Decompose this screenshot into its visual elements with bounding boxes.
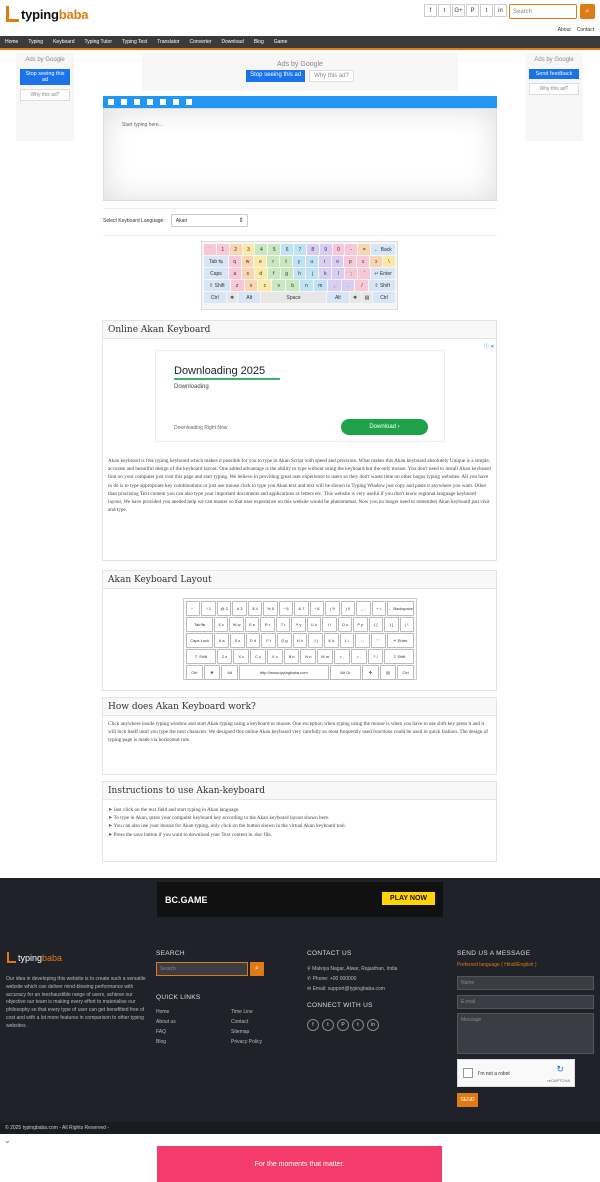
nav-typing-tutor[interactable]: Typing Tutor — [84, 39, 112, 45]
footer-search-input[interactable]: Search — [156, 962, 248, 976]
facebook-icon[interactable]: f — [307, 1019, 319, 1031]
layout-key: W w — [229, 617, 243, 632]
section-title: How does Akan Keyboard work? — [103, 698, 496, 716]
nav-game[interactable]: Game — [273, 39, 288, 45]
virtual-key[interactable]: 4 — [255, 244, 267, 255]
section-title: Akan Keyboard Layout — [103, 571, 496, 589]
nav-blog[interactable]: Blog — [253, 39, 264, 45]
instruction-item: ➤ You can also use your mouse for Akan typing, only click on the button shown in the virtual Akan keyboard tool. — [108, 823, 347, 830]
nav-converter[interactable]: Converter — [189, 39, 212, 45]
keyboard-layout-image — [183, 598, 417, 680]
layout-key: ( 9 — [325, 601, 339, 616]
layout-key: Ctrl — [397, 665, 414, 680]
instruction-item: ➤ Press the save button if you want to download your Text content in .doc file. — [108, 831, 272, 838]
footer-link[interactable]: Blog — [156, 1039, 167, 1045]
virtual-key[interactable]: ← Back — [371, 244, 395, 255]
map-marker-icon: ⚲ — [307, 966, 313, 972]
footer-logo[interactable]: typingbaba — [7, 952, 62, 963]
top-ad: Ads by Google Stop seeing this ad Why this ad? — [142, 53, 458, 91]
layout-key: @ 2 — [217, 601, 231, 616]
virtual-key[interactable]: f — [268, 268, 280, 279]
about-link[interactable]: About — [557, 27, 571, 33]
layout-key: ❖ — [362, 665, 379, 680]
layout-key: ) 0 — [341, 601, 355, 616]
virtual-key[interactable]: Ctrl — [373, 292, 395, 303]
layout-key: ! 1 — [201, 601, 215, 616]
layout-key: I i — [322, 617, 336, 632]
footer-link[interactable]: About us — [156, 1019, 176, 1025]
nav-download[interactable]: Download — [221, 39, 244, 45]
recaptcha-icon: ↻ — [556, 1064, 564, 1074]
layout-key: $ 4 — [248, 601, 262, 616]
layout-key: M m — [317, 649, 333, 664]
twitter-icon[interactable]: t — [438, 4, 451, 17]
zoom-in-icon[interactable] — [173, 99, 179, 105]
search-input[interactable]: Search — [509, 4, 577, 19]
layout-key: Y y — [291, 617, 305, 632]
tumblr-icon[interactable]: t — [352, 1019, 364, 1031]
virtual-key[interactable]: ` — [204, 244, 216, 255]
layout-key: T t — [276, 617, 290, 632]
layout-key: % 5 — [263, 601, 277, 616]
virtual-key[interactable]: k — [319, 268, 331, 279]
virtual-key[interactable]: Alt — [238, 292, 260, 303]
layout-key: G g — [277, 633, 292, 648]
layout-key: O o — [338, 617, 352, 632]
contact-link[interactable]: Contact — [576, 27, 594, 33]
virtual-key[interactable]: Caps — [204, 268, 228, 279]
site-footer: BC.GAME PLAY NOW typingbaba Our idea in developing this website is to create such a versatile website which can deliver mind-blowing performance with accuracy for an inexhaustible range of users, achieve our objective our team is making every effort to materialise our philosophy so that every type of user can get benefitted free of cost and with a lot more features in comparison to other typing websites. SEARCH Search ⌕ QUICK LINKS Home About us FAQ Blog Time Line Contact Sitemap Privacy Policy CONTACT US ⚲ Malviya Nagar, Alwar, Rajasthan, India ✆ Phone: +00 000000 ✉ Email: support@typingbaba.com CONNECT WITH US f t P t in SEND US A MESSAGE Preferred language ( Hindi/English ) Name E-mail Message I'm not a robot reCAPTCHA ↻ SEND — [0, 878, 600, 1132]
layout-key: ⇧ Shift — [384, 649, 414, 664]
layout-key: Tab ↹ — [186, 617, 213, 632]
layout-key: L l — [340, 633, 355, 648]
name-field[interactable]: Name — [457, 976, 594, 990]
layout-key: < , — [334, 649, 350, 664]
layout-key: * 8 — [310, 601, 324, 616]
virtual-key[interactable]: j — [306, 268, 318, 279]
layout-key: http://www.typingbaba.com — [239, 665, 329, 680]
layout-key: Caps Lock — [186, 633, 213, 648]
virtual-key[interactable]: Ctrl — [204, 292, 226, 303]
nav-typing-test[interactable]: Typing Test — [122, 39, 148, 45]
virtual-key[interactable]: ; — [345, 268, 357, 279]
virtual-key[interactable]: w — [242, 256, 254, 267]
virtual-key[interactable]: ❖ — [350, 292, 361, 303]
virtual-key[interactable]: \ — [383, 256, 395, 267]
footer-link[interactable]: Sitemap — [231, 1029, 250, 1035]
virtual-key[interactable]: b — [286, 280, 299, 291]
layout-key: Z z — [217, 649, 233, 664]
layout-key: ^ 6 — [279, 601, 293, 616]
social-links — [424, 4, 507, 17]
virtual-key[interactable]: 0 — [333, 244, 345, 255]
virtual-key[interactable]: Alt — [327, 292, 349, 303]
virtual-key[interactable]: r — [267, 256, 279, 267]
layout-key: # 3 — [232, 601, 246, 616]
recaptcha-checkbox[interactable] — [463, 1068, 473, 1078]
virtual-key[interactable]: e — [254, 256, 266, 267]
send-feedback-button[interactable]: Send feedback — [529, 69, 579, 79]
virtual-key[interactable]: q — [229, 256, 241, 267]
layout-key: ? / — [368, 649, 384, 664]
virtual-key[interactable]: ɛ — [357, 256, 369, 267]
virtual-key[interactable]: 9 — [320, 244, 332, 255]
virtual-key[interactable]: ❖ — [227, 292, 238, 303]
layout-key: H h — [293, 633, 308, 648]
play-now-button[interactable]: PLAY NOW — [382, 892, 435, 905]
search-icon: ⌕ — [255, 965, 259, 972]
language-select-row: Select Keyboard Language: Akan ⇕ — [103, 214, 248, 227]
pinterest-icon[interactable]: P — [466, 4, 479, 17]
layout-key: B b — [284, 649, 300, 664]
site-header — [0, 0, 600, 36]
tumblr-icon[interactable]: t — [480, 4, 493, 17]
virtual-key[interactable]: ' — [358, 268, 370, 279]
twitter-icon[interactable]: t — [322, 1019, 334, 1031]
why-this-ad-button[interactable]: Why this ad? — [309, 70, 354, 82]
virtual-key[interactable]: 6 — [281, 244, 293, 255]
why-this-ad-button[interactable]: Why this ad? — [20, 89, 70, 101]
layout-key: F f — [261, 633, 276, 648]
layout-key: ~ ` — [186, 601, 200, 616]
virtual-key[interactable]: Space — [261, 292, 326, 303]
virtual-key[interactable]: a — [229, 268, 241, 279]
layout-key: C c — [250, 649, 266, 664]
layout-key: X x — [233, 649, 249, 664]
layout-key: } ] — [384, 617, 398, 632]
virtual-key[interactable]: Tab ↹ — [204, 256, 228, 267]
layout-key: Alt Gr — [330, 665, 361, 680]
virtual-key[interactable]: ↵ Enter — [371, 268, 395, 279]
section-title: Instructions to use Akan-keyboard — [103, 782, 496, 800]
virtual-key[interactable]: l — [332, 268, 344, 279]
email-field[interactable]: E-mail — [457, 995, 594, 1009]
online-text: Akan keyboard is free typing keyboard which makes it possible for you to type in Akan Script with speed and precision. What makes this Akan keyboard absolutely Unique is a simple, accurate and beautiful design of the keyboard layout. One added advantage is the ability to type without using the keyboard but the only mouse. You don't need to install Akan keyboard font on your computer just visit this page and start typing. We believe in providing great user experience to users so they don't waste time on other bogus typing websites. All you have to do is to type appropriate key combinations or just use mouse click to type you Akan text and text will be shown in Typing Window just copy and paste it anywhere you want. Other than practising Text content you can also type your important documents and applications or letters etc. This website is very useful if you don't know regional language keyboard layout, We have provided you needed help we can muster so that user experience on this website would be phenomenal. Now you no longer need to remember Akan keyboard just visit and type. — [108, 458, 491, 514]
layout-key: R r — [260, 617, 274, 632]
layout-key: D d — [246, 633, 261, 648]
game-ad[interactable]: BC.GAME PLAY NOW — [157, 882, 443, 917]
layout-key: ↵ Enter — [387, 633, 414, 648]
layout-key: & 7 — [294, 601, 308, 616]
main-nav — [0, 36, 600, 50]
instruction-item: ➤ Just click on the text field and start typing in Akan language. — [108, 807, 240, 813]
footer-social — [307, 1019, 379, 1031]
footer-link[interactable]: FAQ — [156, 1029, 167, 1035]
how-text: Click anywhere inside typing window and start Akan typing using a keyboard or mouse. One exception when typing using the mouse is when you have to use shift key press it and it will lock itself until you type the next character. We designed this online Akan keyboard very carefully so most frequently used functions could be used in quick fashion. The design of typing page is made via horizontal rule. — [108, 721, 489, 744]
virtual-key[interactable]: 1 — [217, 244, 229, 255]
virtual-key[interactable]: p — [344, 256, 356, 267]
layout-key: " ' — [371, 633, 386, 648]
left-ad: Ads by Google Stop seeing this ad Why this ad? — [16, 53, 74, 141]
virtual-key[interactable]: 3 — [243, 244, 255, 255]
pinterest-icon[interactable]: P — [337, 1019, 349, 1031]
typing-area[interactable]: Start typing here... — [103, 108, 497, 201]
footer-about: Our idea in developing this website is to create such a versatile website which can deliver mind-blowing performance with accuracy for an inexhaustible range of users, achieve our objective our team is making every effort to materialise our philosophy so that every type of user can get benefitted free of cost and with a lot more features in comparison to other typing websites. — [6, 976, 146, 1029]
phone-icon: ✆ — [307, 976, 313, 982]
why-this-ad-button[interactable]: Why this ad? — [529, 83, 579, 95]
virtual-key[interactable]: d — [255, 268, 267, 279]
layout-key: { [ — [369, 617, 383, 632]
nav-typing[interactable]: Typing — [28, 39, 44, 45]
layout-key: V v — [267, 649, 283, 664]
layout-key: N n — [300, 649, 316, 664]
zoom-out-icon[interactable] — [186, 99, 192, 105]
facebook-icon[interactable]: f — [424, 4, 437, 17]
virtual-key[interactable]: c — [258, 280, 271, 291]
virtual-key[interactable]: u — [306, 256, 318, 267]
print-icon[interactable] — [147, 99, 153, 105]
virtual-key[interactable]: ▤ — [362, 292, 373, 303]
email-icon: ✉ — [307, 986, 313, 992]
language-select[interactable]: Akan ⇕ — [171, 214, 248, 227]
footer-link[interactable]: Privacy Policy — [231, 1039, 263, 1045]
new-file-icon[interactable] — [108, 99, 114, 105]
virtual-key[interactable]: n — [300, 280, 313, 291]
copy-icon[interactable] — [160, 99, 166, 105]
message-field[interactable]: Message — [457, 1013, 594, 1054]
virtual-key[interactable]: ⇧ Shift — [204, 280, 230, 291]
layout-key: ⇧ Shift — [186, 649, 216, 664]
linkedin-icon[interactable]: in — [367, 1019, 379, 1031]
ad-choices-icon[interactable]: ⓘ ✕ — [484, 344, 495, 350]
send-button[interactable]: SEND — [457, 1093, 478, 1107]
virtual-key[interactable]: = — [358, 244, 370, 255]
footer-link[interactable]: Time Line — [231, 1009, 253, 1015]
virtual-key[interactable]: 5 — [268, 244, 280, 255]
instruction-item: ➤ To type in Akan, press your computer keyboard key according to the Akan keyboard layout shown here. — [108, 815, 330, 822]
virtual-key[interactable]: / — [355, 280, 368, 291]
layout-key: P p — [353, 617, 367, 632]
layout-key: K k — [324, 633, 339, 648]
layout-key: > . — [351, 649, 367, 664]
virtual-key[interactable]: 2 — [230, 244, 242, 255]
virtual-keyboard — [201, 241, 398, 310]
layout-key: J j — [308, 633, 323, 648]
layout-key: ❖ — [204, 665, 221, 680]
virtual-key[interactable]: y — [293, 256, 305, 267]
virtual-key[interactable]: z — [231, 280, 244, 291]
virtual-key[interactable]: o — [332, 256, 344, 267]
virtual-key[interactable]: m — [314, 280, 327, 291]
stop-seeing-ad-button[interactable]: Stop seeing this ad — [20, 69, 70, 85]
layout-key: ▤ — [380, 665, 397, 680]
virtual-key[interactable]: 8 — [307, 244, 319, 255]
virtual-key[interactable]: , — [328, 280, 341, 291]
linkedin-icon[interactable]: in — [494, 4, 507, 17]
download-ad: Downloading 2025 Downloading Downloading Right Now Download › — [155, 350, 445, 442]
section-title: Online Akan Keyboard — [103, 321, 496, 339]
virtual-key[interactable]: h — [294, 268, 306, 279]
google-plus-icon[interactable]: G+ — [452, 4, 465, 17]
virtual-key[interactable]: i — [319, 256, 331, 267]
footer-link[interactable]: Home — [156, 1009, 170, 1015]
search-icon: ⌕ — [585, 7, 590, 15]
layout-key: A a — [214, 633, 229, 648]
virtual-key[interactable]: . — [342, 280, 355, 291]
virtual-key[interactable]: g — [281, 268, 293, 279]
right-ad: Ads by Google Send feedback Why this ad? — [525, 53, 583, 141]
site-logo[interactable]: typingbaba — [6, 6, 88, 22]
stop-seeing-ad-button[interactable]: Stop seeing this ad — [246, 70, 305, 82]
top-links — [558, 27, 594, 33]
layout-key: Alt — [221, 665, 238, 680]
layout-key: : ; — [355, 633, 370, 648]
virtual-key[interactable]: - — [345, 244, 357, 255]
layout-key: S s — [230, 633, 245, 648]
virtual-key[interactable]: x — [245, 280, 258, 291]
layout-key: E e — [245, 617, 259, 632]
virtual-key[interactable]: s — [242, 268, 254, 279]
bottom-ad[interactable]: For the moments that matter. — [157, 1146, 442, 1182]
virtual-key[interactable]: t — [280, 256, 292, 267]
virtual-key[interactable]: ⇧ Shift — [369, 280, 395, 291]
download-button[interactable]: Download › — [341, 419, 428, 435]
nav-home[interactable]: Home — [5, 39, 19, 45]
layout-key: U u — [307, 617, 321, 632]
instructions-section — [102, 781, 497, 862]
virtual-key[interactable]: 7 — [294, 244, 306, 255]
save-icon[interactable] — [121, 99, 127, 105]
search-button[interactable] — [580, 4, 595, 19]
virtual-key[interactable]: v — [272, 280, 285, 291]
layout-key: + = — [372, 601, 386, 616]
nav-keyboard[interactable]: Keyboard — [53, 39, 75, 45]
virtual-key[interactable]: ɔ — [370, 256, 382, 267]
layout-key: Ɛ ɛ — [214, 617, 228, 632]
logo-mark-icon — [6, 6, 19, 22]
layout-key: _ - — [356, 601, 370, 616]
how-section — [102, 697, 497, 775]
chevron-down-icon[interactable]: ⌄ — [4, 1136, 11, 1145]
nav-translator[interactable]: Translator — [157, 39, 180, 45]
layout-key: Ctrl — [186, 665, 203, 680]
footer-search-button[interactable] — [250, 962, 264, 976]
copyright-bar: © 2025 typingbaba.com - All Rights Reserved - — [0, 1122, 600, 1134]
download-icon[interactable] — [134, 99, 140, 105]
editor-toolbar — [103, 96, 497, 108]
layout-key: | \ — [400, 617, 414, 632]
layout-key: ← Backspace — [387, 601, 414, 616]
footer-link[interactable]: Contact — [231, 1019, 249, 1025]
recaptcha: I'm not a robot reCAPTCHA ↻ — [457, 1059, 575, 1087]
